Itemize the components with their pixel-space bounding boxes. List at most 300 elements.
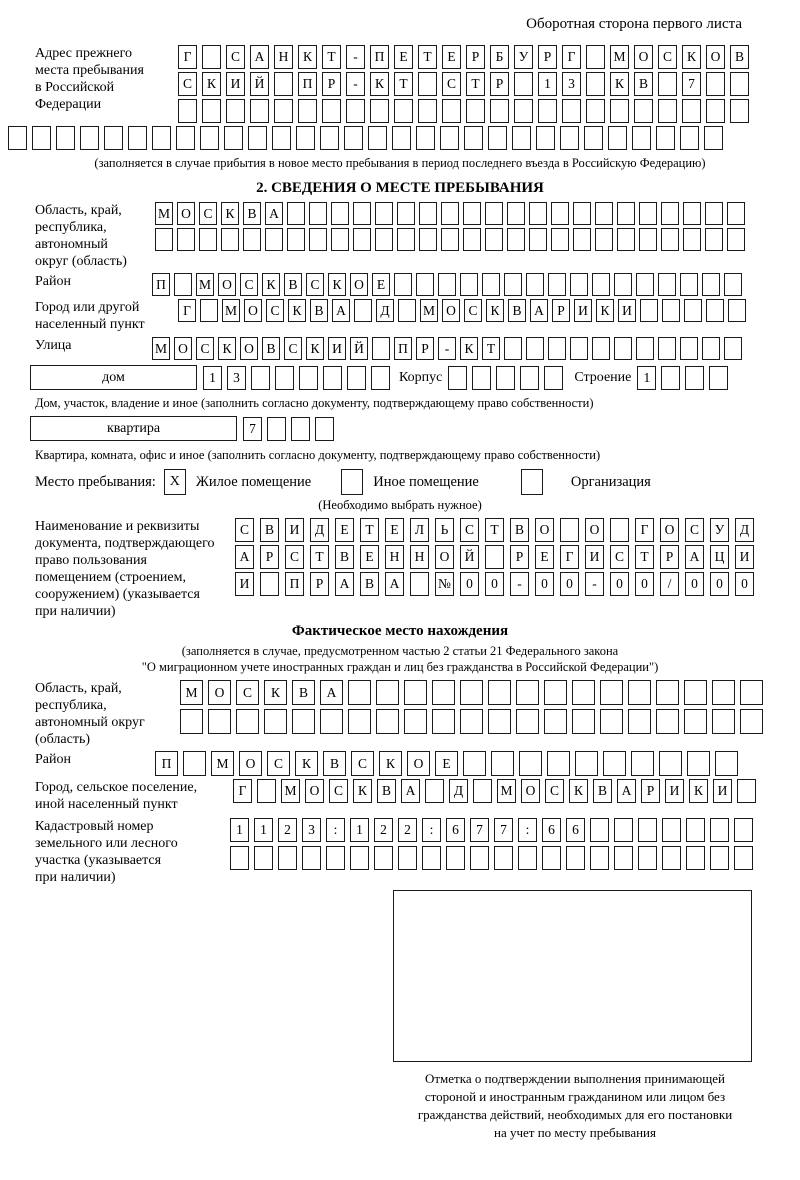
- char-cell[interactable]: [682, 99, 701, 123]
- char-cell[interactable]: [494, 846, 513, 870]
- char-cell[interactable]: [514, 72, 533, 96]
- char-cell[interactable]: [128, 126, 147, 150]
- char-cell[interactable]: С: [306, 273, 324, 296]
- char-cell[interactable]: [544, 366, 563, 390]
- char-cell[interactable]: [706, 72, 725, 96]
- char-cell[interactable]: [248, 126, 267, 150]
- stroenie-cells[interactable]: [637, 366, 728, 390]
- char-cell[interactable]: И: [713, 779, 732, 803]
- char-cell[interactable]: [727, 202, 745, 225]
- checkbox-inoe[interactable]: [341, 469, 363, 495]
- char-cell[interactable]: Р: [310, 572, 329, 596]
- char-cell[interactable]: В: [310, 299, 328, 322]
- char-cell[interactable]: П: [370, 45, 389, 69]
- char-cell[interactable]: [326, 846, 345, 870]
- char-cell[interactable]: О: [350, 273, 368, 296]
- char-cell[interactable]: [680, 273, 698, 296]
- char-cell[interactable]: [610, 518, 629, 542]
- char-cell[interactable]: [661, 366, 680, 390]
- char-cell[interactable]: Г: [562, 45, 581, 69]
- char-cell[interactable]: [656, 126, 675, 150]
- char-cell[interactable]: А: [320, 680, 343, 705]
- char-cell[interactable]: [350, 846, 369, 870]
- char-cell[interactable]: Г: [233, 779, 252, 803]
- char-cell[interactable]: Р: [660, 545, 679, 569]
- char-cell[interactable]: К: [264, 680, 287, 705]
- char-cell[interactable]: [610, 99, 629, 123]
- char-cell[interactable]: [251, 366, 270, 390]
- char-cell[interactable]: [634, 99, 653, 123]
- char-cell[interactable]: В: [593, 779, 612, 803]
- char-cell[interactable]: Р: [490, 72, 509, 96]
- char-cell[interactable]: Р: [416, 337, 434, 360]
- char-cell[interactable]: Г: [178, 299, 196, 322]
- char-cell[interactable]: [260, 572, 279, 596]
- char-cell[interactable]: [448, 366, 467, 390]
- char-cell[interactable]: [529, 202, 547, 225]
- char-cell[interactable]: [706, 299, 724, 322]
- char-cell[interactable]: [600, 709, 623, 734]
- char-cell[interactable]: [370, 99, 389, 123]
- char-cell[interactable]: Н: [410, 545, 429, 569]
- char-cell[interactable]: [485, 228, 503, 251]
- char-cell[interactable]: Т: [310, 545, 329, 569]
- char-cell[interactable]: [398, 846, 417, 870]
- char-cell[interactable]: [488, 126, 507, 150]
- char-cell[interactable]: К: [379, 751, 402, 776]
- char-cell[interactable]: А: [265, 202, 283, 225]
- char-cell[interactable]: С: [329, 779, 348, 803]
- char-cell[interactable]: К: [328, 273, 346, 296]
- char-cell[interactable]: [460, 709, 483, 734]
- char-cell[interactable]: -: [510, 572, 529, 596]
- char-cell[interactable]: [404, 680, 427, 705]
- char-cell[interactable]: 3: [562, 72, 581, 96]
- char-cell[interactable]: [573, 202, 591, 225]
- char-cell[interactable]: [466, 99, 485, 123]
- char-cell[interactable]: [658, 99, 677, 123]
- document-row-3[interactable]: [235, 572, 754, 596]
- char-cell[interactable]: [287, 202, 305, 225]
- char-cell[interactable]: В: [323, 751, 346, 776]
- char-cell[interactable]: [274, 99, 293, 123]
- char-cell[interactable]: [298, 99, 317, 123]
- char-cell[interactable]: 2: [398, 818, 417, 842]
- char-cell[interactable]: [590, 818, 609, 842]
- char-cell[interactable]: [586, 72, 605, 96]
- char-cell[interactable]: [463, 751, 486, 776]
- char-cell[interactable]: [267, 417, 286, 441]
- char-cell[interactable]: К: [298, 45, 317, 69]
- char-cell[interactable]: О: [244, 299, 262, 322]
- char-cell[interactable]: К: [596, 299, 614, 322]
- char-cell[interactable]: К: [682, 45, 701, 69]
- char-cell[interactable]: О: [208, 680, 231, 705]
- char-cell[interactable]: [257, 779, 276, 803]
- char-cell[interactable]: К: [221, 202, 239, 225]
- char-cell[interactable]: [628, 709, 651, 734]
- char-cell[interactable]: [177, 228, 195, 251]
- char-cell[interactable]: [320, 709, 343, 734]
- char-cell[interactable]: 7: [470, 818, 489, 842]
- char-cell[interactable]: Ь: [435, 518, 454, 542]
- char-cell[interactable]: [278, 846, 297, 870]
- char-cell[interactable]: В: [634, 72, 653, 96]
- char-cell[interactable]: [374, 846, 393, 870]
- char-cell[interactable]: [661, 202, 679, 225]
- char-cell[interactable]: С: [284, 337, 302, 360]
- char-cell[interactable]: [595, 228, 613, 251]
- char-cell[interactable]: [526, 273, 544, 296]
- char-cell[interactable]: [614, 846, 633, 870]
- char-cell[interactable]: А: [401, 779, 420, 803]
- char-cell[interactable]: А: [235, 545, 254, 569]
- char-cell[interactable]: 2: [278, 818, 297, 842]
- char-cell[interactable]: [236, 709, 259, 734]
- char-cell[interactable]: [291, 417, 310, 441]
- char-cell[interactable]: Д: [449, 779, 468, 803]
- char-cell[interactable]: [323, 366, 342, 390]
- char-cell[interactable]: К: [262, 273, 280, 296]
- char-cell[interactable]: Е: [372, 273, 390, 296]
- char-cell[interactable]: О: [174, 337, 192, 360]
- char-cell[interactable]: [32, 126, 51, 150]
- kvartira-box[interactable]: квартира: [30, 416, 237, 441]
- char-cell[interactable]: [432, 680, 455, 705]
- char-cell[interactable]: 0: [710, 572, 729, 596]
- checkbox-org[interactable]: [521, 469, 543, 495]
- char-cell[interactable]: Г: [178, 45, 197, 69]
- char-cell[interactable]: [547, 751, 570, 776]
- char-cell[interactable]: Т: [360, 518, 379, 542]
- char-cell[interactable]: [706, 99, 725, 123]
- oblast-row-1[interactable]: [155, 202, 745, 225]
- char-cell[interactable]: [302, 846, 321, 870]
- char-cell[interactable]: [702, 337, 720, 360]
- char-cell[interactable]: О: [218, 273, 236, 296]
- char-cell[interactable]: К: [218, 337, 236, 360]
- char-cell[interactable]: -: [585, 572, 604, 596]
- char-cell[interactable]: [441, 228, 459, 251]
- char-cell[interactable]: Н: [274, 45, 293, 69]
- char-cell[interactable]: [296, 126, 315, 150]
- char-cell[interactable]: [224, 126, 243, 150]
- char-cell[interactable]: [600, 680, 623, 705]
- char-cell[interactable]: [560, 518, 579, 542]
- char-cell[interactable]: [536, 126, 555, 150]
- char-cell[interactable]: И: [574, 299, 592, 322]
- char-cell[interactable]: К: [295, 751, 318, 776]
- char-cell[interactable]: [482, 273, 500, 296]
- char-cell[interactable]: [595, 202, 613, 225]
- char-cell[interactable]: С: [685, 518, 704, 542]
- char-cell[interactable]: [104, 126, 123, 150]
- char-cell[interactable]: Т: [485, 518, 504, 542]
- char-cell[interactable]: О: [585, 518, 604, 542]
- char-cell[interactable]: К: [288, 299, 306, 322]
- char-cell[interactable]: 0: [635, 572, 654, 596]
- char-cell[interactable]: [200, 299, 218, 322]
- char-cell[interactable]: [470, 846, 489, 870]
- char-cell[interactable]: [512, 126, 531, 150]
- char-cell[interactable]: Ц: [710, 545, 729, 569]
- char-cell[interactable]: 0: [560, 572, 579, 596]
- char-cell[interactable]: А: [530, 299, 548, 322]
- char-cell[interactable]: [176, 126, 195, 150]
- char-cell[interactable]: М: [420, 299, 438, 322]
- char-cell[interactable]: [608, 126, 627, 150]
- char-cell[interactable]: 7: [494, 818, 513, 842]
- char-cell[interactable]: Е: [435, 751, 458, 776]
- char-cell[interactable]: [705, 202, 723, 225]
- char-cell[interactable]: В: [377, 779, 396, 803]
- char-cell[interactable]: [636, 273, 654, 296]
- char-cell[interactable]: [254, 846, 273, 870]
- char-cell[interactable]: [586, 99, 605, 123]
- char-cell[interactable]: А: [385, 572, 404, 596]
- char-cell[interactable]: [464, 126, 483, 150]
- char-cell[interactable]: О: [240, 337, 258, 360]
- char-cell[interactable]: [572, 680, 595, 705]
- char-cell[interactable]: [320, 126, 339, 150]
- char-cell[interactable]: П: [394, 337, 412, 360]
- char-cell[interactable]: Й: [250, 72, 269, 96]
- ulitsa-row[interactable]: [152, 337, 742, 360]
- prev-address-row-3[interactable]: [178, 99, 749, 123]
- char-cell[interactable]: [155, 228, 173, 251]
- char-cell[interactable]: [202, 45, 221, 69]
- char-cell[interactable]: [346, 99, 365, 123]
- char-cell[interactable]: К: [202, 72, 221, 96]
- char-cell[interactable]: А: [332, 299, 350, 322]
- char-cell[interactable]: [702, 273, 720, 296]
- char-cell[interactable]: [275, 366, 294, 390]
- char-cell[interactable]: [638, 818, 657, 842]
- char-cell[interactable]: [472, 366, 491, 390]
- char-cell[interactable]: И: [735, 545, 754, 569]
- char-cell[interactable]: К: [370, 72, 389, 96]
- char-cell[interactable]: К: [353, 779, 372, 803]
- char-cell[interactable]: [614, 273, 632, 296]
- char-cell[interactable]: [658, 72, 677, 96]
- char-cell[interactable]: [592, 337, 610, 360]
- char-cell[interactable]: [686, 818, 705, 842]
- char-cell[interactable]: М: [497, 779, 516, 803]
- char-cell[interactable]: [516, 680, 539, 705]
- char-cell[interactable]: С: [658, 45, 677, 69]
- char-cell[interactable]: :: [422, 818, 441, 842]
- char-cell[interactable]: В: [508, 299, 526, 322]
- char-cell[interactable]: [548, 337, 566, 360]
- gorod-row[interactable]: [178, 299, 746, 322]
- char-cell[interactable]: Р: [510, 545, 529, 569]
- char-cell[interactable]: 0: [535, 572, 554, 596]
- char-cell[interactable]: [516, 709, 539, 734]
- char-cell[interactable]: [80, 126, 99, 150]
- char-cell[interactable]: [274, 72, 293, 96]
- char-cell[interactable]: Т: [322, 45, 341, 69]
- fact-gorod-row[interactable]: [233, 779, 756, 803]
- char-cell[interactable]: [315, 417, 334, 441]
- char-cell[interactable]: №: [435, 572, 454, 596]
- char-cell[interactable]: [592, 273, 610, 296]
- char-cell[interactable]: [208, 709, 231, 734]
- prev-address-row-4[interactable]: [8, 126, 800, 150]
- char-cell[interactable]: [529, 228, 547, 251]
- char-cell[interactable]: [496, 366, 515, 390]
- char-cell[interactable]: [661, 228, 679, 251]
- char-cell[interactable]: П: [285, 572, 304, 596]
- kadastr-row-1[interactable]: [230, 818, 753, 842]
- char-cell[interactable]: [348, 709, 371, 734]
- char-cell[interactable]: [460, 680, 483, 705]
- char-cell[interactable]: Д: [735, 518, 754, 542]
- char-cell[interactable]: [331, 228, 349, 251]
- char-cell[interactable]: [514, 99, 533, 123]
- char-cell[interactable]: [287, 228, 305, 251]
- char-cell[interactable]: [441, 202, 459, 225]
- char-cell[interactable]: Р: [641, 779, 660, 803]
- char-cell[interactable]: 1: [203, 366, 222, 390]
- char-cell[interactable]: А: [250, 45, 269, 69]
- char-cell[interactable]: С: [285, 545, 304, 569]
- document-row-1[interactable]: [235, 518, 754, 542]
- char-cell[interactable]: [404, 709, 427, 734]
- char-cell[interactable]: [638, 846, 657, 870]
- char-cell[interactable]: [551, 228, 569, 251]
- kadastr-row-2[interactable]: [230, 846, 753, 870]
- char-cell[interactable]: [724, 337, 742, 360]
- char-cell[interactable]: [463, 202, 481, 225]
- char-cell[interactable]: Т: [482, 337, 500, 360]
- char-cell[interactable]: 1: [254, 818, 273, 842]
- char-cell[interactable]: [614, 337, 632, 360]
- char-cell[interactable]: [394, 273, 412, 296]
- char-cell[interactable]: М: [152, 337, 170, 360]
- char-cell[interactable]: К: [569, 779, 588, 803]
- char-cell[interactable]: [309, 228, 327, 251]
- char-cell[interactable]: М: [281, 779, 300, 803]
- char-cell[interactable]: Й: [350, 337, 368, 360]
- char-cell[interactable]: Е: [335, 518, 354, 542]
- char-cell[interactable]: [376, 709, 399, 734]
- char-cell[interactable]: [183, 751, 206, 776]
- char-cell[interactable]: Е: [442, 45, 461, 69]
- oblast-row-2[interactable]: [155, 228, 745, 251]
- char-cell[interactable]: [566, 846, 585, 870]
- char-cell[interactable]: [709, 366, 728, 390]
- char-cell[interactable]: К: [486, 299, 504, 322]
- char-cell[interactable]: [680, 337, 698, 360]
- char-cell[interactable]: [348, 680, 371, 705]
- char-cell[interactable]: [422, 846, 441, 870]
- char-cell[interactable]: [331, 202, 349, 225]
- char-cell[interactable]: С: [442, 72, 461, 96]
- char-cell[interactable]: [504, 273, 522, 296]
- char-cell[interactable]: У: [514, 45, 533, 69]
- char-cell[interactable]: [174, 273, 192, 296]
- korpus-cells[interactable]: [448, 366, 563, 390]
- char-cell[interactable]: [180, 709, 203, 734]
- char-cell[interactable]: Й: [460, 545, 479, 569]
- char-cell[interactable]: 7: [243, 417, 262, 441]
- char-cell[interactable]: [354, 299, 372, 322]
- char-cell[interactable]: В: [292, 680, 315, 705]
- char-cell[interactable]: [683, 228, 701, 251]
- char-cell[interactable]: [712, 680, 735, 705]
- char-cell[interactable]: [737, 779, 756, 803]
- char-cell[interactable]: [684, 709, 707, 734]
- char-cell[interactable]: [704, 126, 723, 150]
- char-cell[interactable]: В: [510, 518, 529, 542]
- char-cell[interactable]: [680, 126, 699, 150]
- char-cell[interactable]: [538, 99, 557, 123]
- char-cell[interactable]: О: [521, 779, 540, 803]
- char-cell[interactable]: [628, 680, 651, 705]
- char-cell[interactable]: [463, 228, 481, 251]
- char-cell[interactable]: [376, 680, 399, 705]
- char-cell[interactable]: [488, 680, 511, 705]
- char-cell[interactable]: Т: [394, 72, 413, 96]
- char-cell[interactable]: [199, 228, 217, 251]
- char-cell[interactable]: [685, 366, 704, 390]
- char-cell[interactable]: [710, 818, 729, 842]
- char-cell[interactable]: [740, 680, 763, 705]
- char-cell[interactable]: Р: [538, 45, 557, 69]
- char-cell[interactable]: [371, 366, 390, 390]
- char-cell[interactable]: 1: [350, 818, 369, 842]
- char-cell[interactable]: [419, 202, 437, 225]
- char-cell[interactable]: [656, 709, 679, 734]
- char-cell[interactable]: Т: [635, 545, 654, 569]
- char-cell[interactable]: И: [618, 299, 636, 322]
- char-cell[interactable]: [397, 202, 415, 225]
- char-cell[interactable]: [727, 228, 745, 251]
- char-cell[interactable]: [250, 99, 269, 123]
- char-cell[interactable]: [442, 99, 461, 123]
- char-cell[interactable]: [632, 126, 651, 150]
- char-cell[interactable]: [202, 99, 221, 123]
- char-cell[interactable]: [640, 299, 658, 322]
- char-cell[interactable]: О: [660, 518, 679, 542]
- char-cell[interactable]: 0: [610, 572, 629, 596]
- char-cell[interactable]: [658, 337, 676, 360]
- char-cell[interactable]: [230, 846, 249, 870]
- char-cell[interactable]: [344, 126, 363, 150]
- char-cell[interactable]: О: [407, 751, 430, 776]
- char-cell[interactable]: С: [199, 202, 217, 225]
- char-cell[interactable]: Р: [260, 545, 279, 569]
- char-cell[interactable]: [322, 99, 341, 123]
- document-row-2[interactable]: [235, 545, 754, 569]
- char-cell[interactable]: [631, 751, 654, 776]
- char-cell[interactable]: [507, 202, 525, 225]
- char-cell[interactable]: [544, 709, 567, 734]
- char-cell[interactable]: О: [442, 299, 460, 322]
- char-cell[interactable]: А: [617, 779, 636, 803]
- char-cell[interactable]: [584, 126, 603, 150]
- char-cell[interactable]: [221, 228, 239, 251]
- char-cell[interactable]: У: [710, 518, 729, 542]
- char-cell[interactable]: [265, 228, 283, 251]
- char-cell[interactable]: [264, 709, 287, 734]
- char-cell[interactable]: [636, 337, 654, 360]
- char-cell[interactable]: М: [610, 45, 629, 69]
- raion-row[interactable]: [152, 273, 742, 296]
- char-cell[interactable]: [178, 99, 197, 123]
- char-cell[interactable]: И: [285, 518, 304, 542]
- char-cell[interactable]: [394, 99, 413, 123]
